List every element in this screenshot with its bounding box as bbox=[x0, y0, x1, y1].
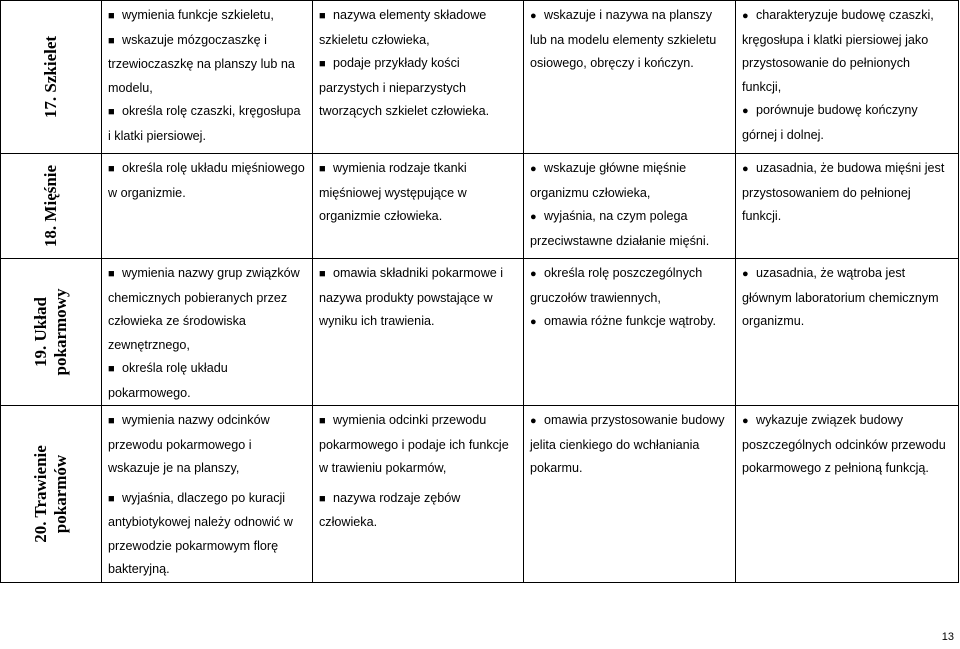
requirement-text: nazywa elementy składowe szkieletu człowieka, bbox=[319, 8, 487, 47]
requirement-text: wykazuje związek budowy poszczególnych odcinków przewodu pokarmowego z pełnioną funkcją. bbox=[742, 413, 946, 475]
requirement-text: uzasadnia, że budowa mięśni jest przystosowaniem do pełnionej funkcji. bbox=[742, 161, 945, 223]
requirement-cell bbox=[313, 406, 524, 583]
square-bullet-icon: ■ bbox=[108, 106, 115, 118]
requirement-text: porównuje budowę kończyny górnej i dolnej. bbox=[742, 103, 918, 142]
requirement-item bbox=[108, 29, 306, 101]
topic-title-line: 19. Układ bbox=[31, 297, 50, 367]
topic-title bbox=[31, 289, 71, 376]
square-bullet-icon: ■ bbox=[319, 10, 326, 22]
requirement-item bbox=[319, 157, 517, 229]
round-bullet-icon: ● bbox=[742, 268, 749, 280]
requirement-cell bbox=[736, 259, 959, 406]
requirement-item bbox=[108, 487, 306, 582]
requirement-item bbox=[108, 357, 306, 405]
requirement-cell bbox=[102, 259, 313, 406]
round-bullet-icon: ● bbox=[742, 415, 749, 427]
round-bullet-icon: ● bbox=[530, 10, 537, 22]
topic-title bbox=[41, 36, 61, 118]
topic-cell bbox=[1, 259, 102, 406]
requirement-item bbox=[108, 409, 306, 481]
topic-cell bbox=[1, 154, 102, 259]
round-bullet-icon: ● bbox=[742, 105, 749, 117]
requirement-text: wymienia odcinki przewodu pokarmowego i podaje ich funkcje w trawieniu pokarmów, bbox=[319, 413, 509, 475]
requirement-text: wskazuje główne mięśnie organizmu człowieka, bbox=[530, 161, 687, 200]
square-bullet-icon: ■ bbox=[108, 415, 115, 427]
square-bullet-icon: ■ bbox=[108, 34, 115, 47]
requirement-cell bbox=[524, 406, 736, 583]
requirement-text: wymienia rodzaje tkanki mięśniowej występujące w organizmie człowieka. bbox=[319, 161, 467, 223]
topic-title-line: 20. Trawienie bbox=[31, 444, 50, 543]
requirement-text: omawia składniki pokarmowe i nazywa produkty powstające w wyniku ich trawienia. bbox=[319, 266, 504, 328]
requirement-text: wymienia nazwy grup związków chemicznych pobieranych przez człowieka ze środowiska zewnętrznego, bbox=[108, 266, 300, 352]
requirement-item bbox=[742, 99, 952, 147]
requirement-text: wymienia funkcje szkieletu, bbox=[122, 8, 274, 22]
square-bullet-icon: ■ bbox=[319, 492, 326, 505]
round-bullet-icon: ● bbox=[530, 268, 537, 280]
requirement-item bbox=[530, 4, 729, 76]
requirement-item bbox=[108, 262, 306, 357]
requirement-text: określa rolę czaszki, kręgosłupa i klatki piersiowej. bbox=[108, 104, 301, 143]
square-bullet-icon: ■ bbox=[108, 363, 115, 375]
requirement-item bbox=[319, 52, 517, 124]
requirement-cell bbox=[736, 406, 959, 583]
requirement-text: określa rolę układu pokarmowego. bbox=[108, 361, 228, 400]
topic-row bbox=[1, 1, 959, 154]
topic-row bbox=[1, 154, 959, 259]
requirement-cell bbox=[313, 1, 524, 154]
requirement-item bbox=[108, 157, 306, 205]
requirement-cell bbox=[313, 259, 524, 406]
requirement-text: charakteryzuje budowę czaszki, kręgosłupa i klatki piersiowej jako przystosowanie do pełnionych funkcji, bbox=[742, 8, 934, 94]
topic-title bbox=[41, 165, 61, 247]
requirement-cell bbox=[736, 1, 959, 154]
requirement-item bbox=[742, 409, 952, 481]
square-bullet-icon: ■ bbox=[319, 268, 326, 280]
requirement-cell bbox=[524, 154, 736, 259]
requirement-text: wskazuje i nazywa na planszy lub na modelu elementy szkieletu osiowego, obręczy i kończyn. bbox=[530, 8, 717, 70]
square-bullet-icon: ■ bbox=[108, 492, 115, 505]
requirement-item bbox=[319, 4, 517, 52]
round-bullet-icon: ● bbox=[530, 163, 537, 175]
requirement-item bbox=[319, 409, 517, 481]
round-bullet-icon: ● bbox=[530, 415, 537, 427]
topic-title-line: pokarmowy bbox=[51, 288, 70, 376]
requirement-item bbox=[108, 100, 306, 148]
round-bullet-icon: ● bbox=[742, 163, 749, 175]
requirement-item bbox=[742, 157, 952, 229]
square-bullet-icon: ■ bbox=[108, 268, 115, 280]
square-bullet-icon: ■ bbox=[108, 163, 115, 175]
requirement-text: nazywa rodzaje zębów człowieka. bbox=[319, 490, 461, 529]
requirement-text: omawia różne funkcje wątroby. bbox=[544, 314, 716, 328]
requirement-text: wymienia nazwy odcinków przewodu pokarmowego i wskazuje je na planszy, bbox=[108, 413, 270, 475]
square-bullet-icon: ■ bbox=[319, 415, 326, 427]
requirement-item bbox=[319, 487, 517, 535]
requirement-cell bbox=[102, 1, 313, 154]
requirement-item bbox=[530, 310, 729, 335]
requirement-item bbox=[530, 205, 729, 253]
round-bullet-icon: ● bbox=[530, 316, 537, 328]
square-bullet-icon: ■ bbox=[108, 10, 115, 22]
topic-row bbox=[1, 259, 959, 406]
topic-title-line: pokarmów bbox=[51, 454, 70, 533]
requirement-text: uzasadnia, że wątroba jest głównym laboratorium chemicznym organizmu. bbox=[742, 266, 939, 328]
requirement-text: określa rolę poszczególnych gruczołów trawiennych, bbox=[530, 266, 703, 305]
requirement-item bbox=[530, 409, 729, 481]
square-bullet-icon: ■ bbox=[319, 58, 326, 70]
topic-row bbox=[1, 406, 959, 583]
requirement-text: wskazuje mózgoczaszkę i trzewioczaszkę na planszy lub na modelu, bbox=[108, 32, 295, 95]
requirement-text: podaje przykłady kości parzystych i nieparzystych tworzących szkielet człowieka. bbox=[319, 56, 490, 118]
page-number: 13 bbox=[941, 631, 954, 643]
topic-title-line: 17. Szkielet bbox=[41, 35, 60, 119]
requirement-item bbox=[108, 4, 306, 29]
requirement-cell bbox=[102, 154, 313, 259]
requirement-cell bbox=[524, 1, 736, 154]
requirement-item bbox=[530, 157, 729, 205]
requirement-text: wyjaśnia, dlaczego po kuracji antybiotykowej należy odnowić w przewodzie pokarmowym florę bakteryjną. bbox=[108, 490, 293, 576]
topic-title-line: 18. Mięśnie bbox=[41, 164, 60, 248]
requirement-cell bbox=[524, 259, 736, 406]
requirement-item bbox=[530, 262, 729, 310]
requirement-text: wyjaśnia, na czym polega przeciwstawne działanie mięśni. bbox=[530, 209, 710, 248]
requirement-text: określa rolę układu mięśniowego w organizmie. bbox=[108, 161, 305, 200]
requirement-cell bbox=[102, 406, 313, 583]
requirement-cell bbox=[736, 154, 959, 259]
round-bullet-icon: ● bbox=[530, 211, 537, 223]
requirement-item bbox=[742, 262, 952, 334]
square-bullet-icon: ■ bbox=[319, 163, 326, 175]
topic-cell bbox=[1, 406, 102, 583]
round-bullet-icon: ● bbox=[742, 10, 749, 22]
topic-title bbox=[31, 445, 71, 543]
requirement-item bbox=[319, 262, 517, 334]
requirement-cell bbox=[313, 154, 524, 259]
topic-cell bbox=[1, 1, 102, 154]
requirement-item bbox=[742, 4, 952, 99]
requirement-text: omawia przystosowanie budowy jelita cienkiego do wchłaniania pokarmu. bbox=[530, 413, 725, 475]
